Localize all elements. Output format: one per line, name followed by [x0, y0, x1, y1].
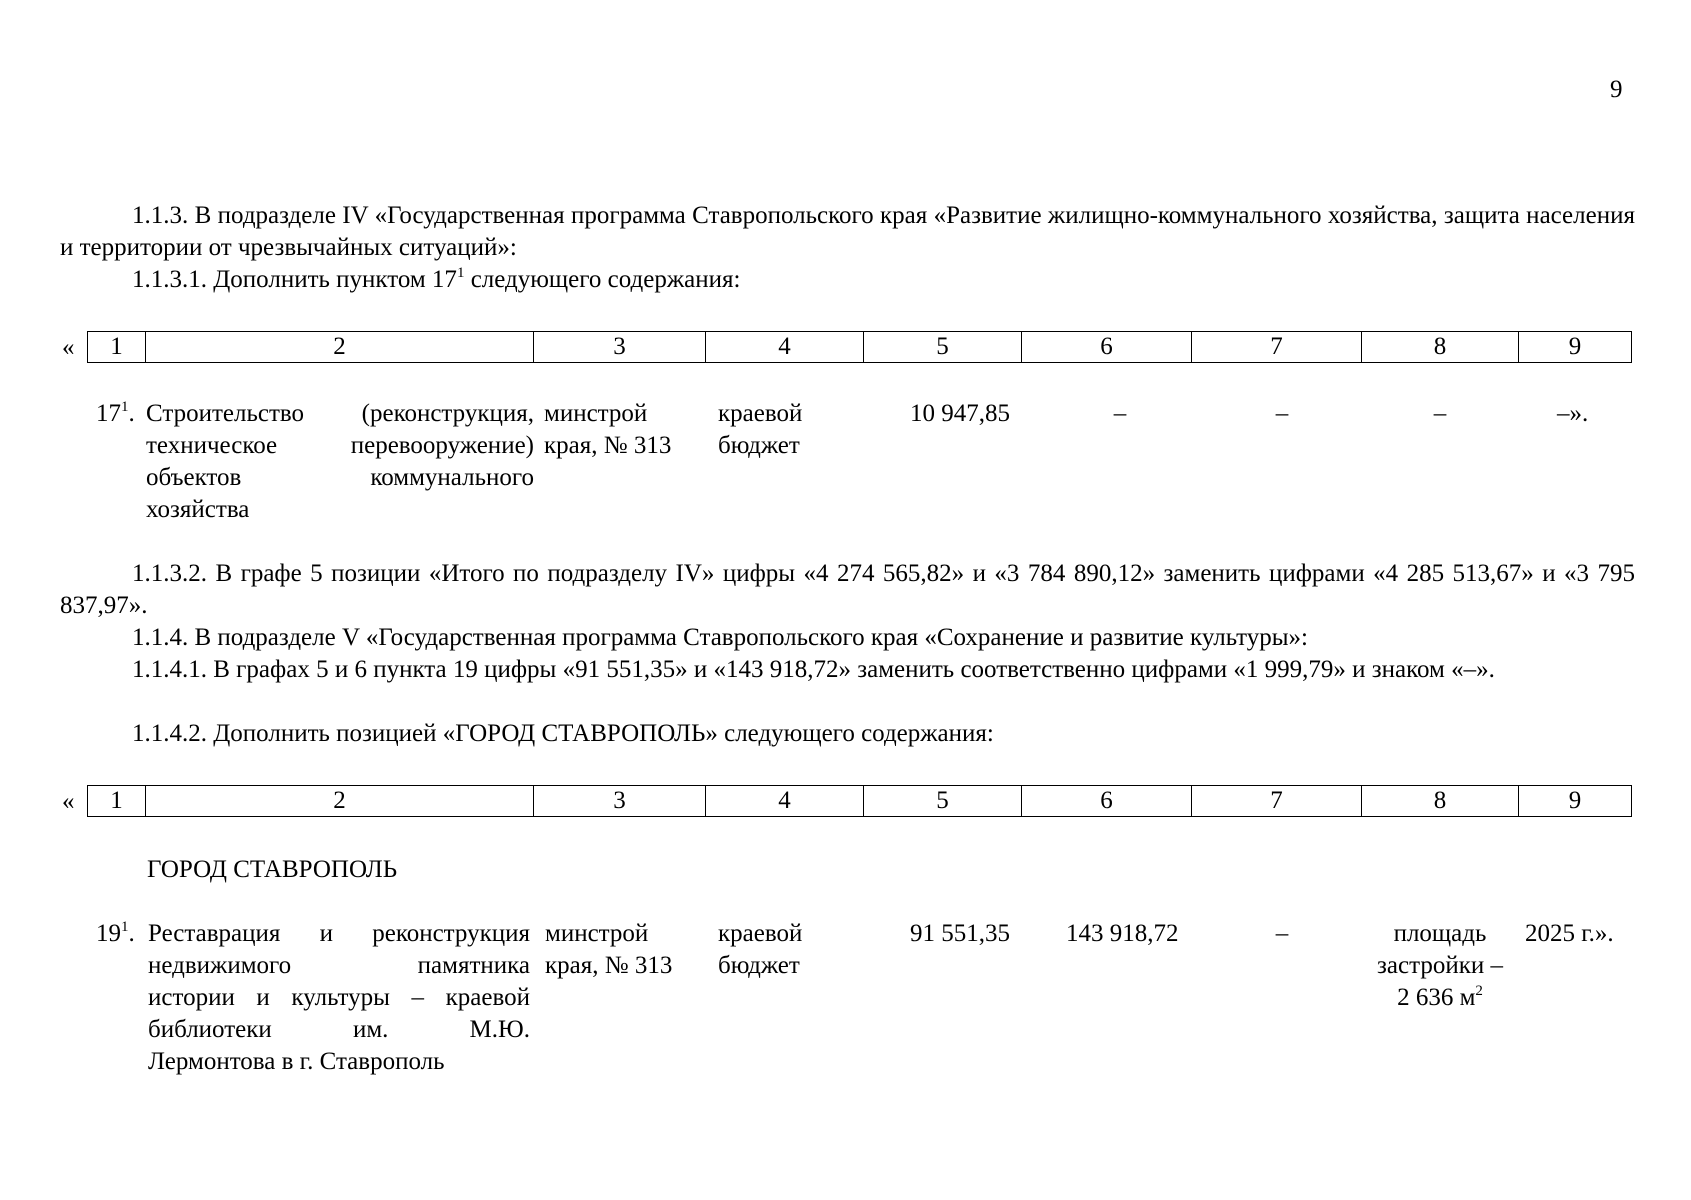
column-number-row-2	[87, 785, 1637, 817]
column-number-cell: 1	[87, 785, 145, 817]
page-number: 9	[1610, 76, 1623, 103]
responsible-line: края, № 313	[544, 432, 672, 459]
result-area-value: 2 636 м	[1397, 984, 1476, 1011]
name-line: объектов коммунального	[146, 464, 534, 491]
column-number-row-1	[87, 331, 1637, 363]
source-line: краевой	[718, 920, 803, 947]
source-line: бюджет	[718, 952, 800, 979]
row-17-1-responsible	[544, 398, 671, 462]
paragraph-1-1-4-1: 1.1.4.1. В графах 5 и 6 пункта 19 цифры «91 551,35» и «143 918,72» заменить соответственно цифрами «1 999,79» и знаком «–».	[132, 656, 1495, 683]
name-line: хозяйства	[146, 496, 250, 523]
row-17-1-source	[718, 398, 802, 462]
row-19-1-source	[718, 918, 802, 982]
source-line: краевой	[718, 400, 803, 427]
row-19-1-col8	[1352, 918, 1528, 1014]
column-number-cell: 7	[1191, 785, 1361, 817]
source-line: бюджет	[718, 432, 800, 459]
paragraph-1-1-3-1-text-b: следующего содержания:	[464, 266, 741, 293]
row-17-1-number	[96, 398, 135, 430]
row-19-1-col6: 143 918,72	[1066, 920, 1179, 947]
row-19-1-col5: 91 551,35	[910, 920, 1010, 947]
row-number-sup: 1	[121, 399, 129, 415]
row-19-1-col9: 2025 г.».	[1525, 920, 1614, 947]
row-number: 17	[96, 400, 121, 427]
paragraph-1-1-3-1	[132, 264, 740, 296]
column-number-cell: 5	[863, 331, 1021, 363]
name-line: техническое перевооружение)	[146, 432, 534, 459]
column-number-cell: 2	[145, 785, 533, 817]
column-number-cell: 9	[1518, 331, 1632, 363]
row-17-1-col7: –	[1275, 400, 1289, 427]
row-19-1-name	[148, 918, 530, 1078]
column-number-cell: 8	[1361, 785, 1518, 817]
row-number-sup: 1	[121, 919, 129, 935]
paragraph-1-1-3-1-sup: 1	[456, 265, 465, 281]
open-quote-2: «	[62, 788, 75, 815]
column-number-cell: 9	[1518, 785, 1632, 817]
column-number-cell: 8	[1361, 331, 1518, 363]
column-number-cell: 4	[705, 331, 863, 363]
row-19-1-col7: –	[1275, 920, 1289, 947]
row-number-suffix: .	[128, 400, 135, 427]
column-number-cell: 5	[863, 785, 1021, 817]
row-17-1-col8: –	[1433, 400, 1447, 427]
name-line: истории и культуры – краевой	[148, 984, 530, 1011]
responsible-line: минстрой	[545, 920, 649, 947]
name-line: Лермонтова в г. Ставрополь	[148, 1048, 445, 1075]
row-19-1-number	[96, 918, 135, 950]
section-heading: ГОРОД СТАВРОПОЛЬ	[147, 856, 398, 883]
paragraph-1-1-3-1-text-a: 1.1.3.1. Дополнить пунктом 17	[132, 266, 457, 293]
column-number-cell: 1	[87, 331, 145, 363]
name-line: Строительство (реконструкция,	[146, 400, 534, 427]
result-line: застройки –	[1377, 952, 1503, 979]
open-quote-1: «	[62, 334, 75, 361]
result-line: площадь	[1393, 920, 1487, 947]
column-number-cell: 2	[145, 331, 533, 363]
row-17-1-col5: 10 947,85	[910, 400, 1010, 427]
column-number-cell: 3	[533, 785, 705, 817]
column-number-cell: 3	[533, 331, 705, 363]
paragraph-1-1-4: 1.1.4. В подразделе V «Государственная программа Ставропольского края «Сохранение и развитие культуры»:	[132, 624, 1308, 651]
paragraph-1-1-4-2: 1.1.4.2. Дополнить позицией «ГОРОД СТАВРОПОЛЬ» следующего содержания:	[132, 720, 994, 747]
row-17-1-col9: –».	[1557, 400, 1589, 427]
row-number: 19	[96, 920, 121, 947]
column-number-cell: 6	[1021, 331, 1191, 363]
column-number-cell: 4	[705, 785, 863, 817]
result-area-sup: 2	[1475, 983, 1483, 999]
row-17-1-col6: –	[1113, 400, 1127, 427]
row-19-1-responsible	[545, 918, 672, 982]
column-number-cell: 7	[1191, 331, 1361, 363]
row-17-1-name	[146, 398, 534, 526]
paragraph-1-1-3-2: 1.1.3.2. В графе 5 позиции «Итого по подразделу IV» цифры «4 274 565,82» и «3 784 890,12» заменить цифрами «4 285 513,67» и «3 795 837,97».	[60, 560, 1635, 619]
name-line: библиотеки им. М.Ю.	[148, 1016, 530, 1043]
column-number-cell: 6	[1021, 785, 1191, 817]
responsible-line: минстрой	[544, 400, 648, 427]
row-number-suffix: .	[128, 920, 135, 947]
paragraph-1-1-3: 1.1.3. В подразделе IV «Государственная программа Ставропольского края «Развитие жилищно-коммунального хозяйства, защита населения и территории от чрезвычайных ситуаций»:	[60, 202, 1635, 261]
result-line-area	[1352, 982, 1528, 1014]
responsible-line: края, № 313	[545, 952, 673, 979]
name-line: недвижимого памятника	[148, 952, 530, 979]
name-line: Реставрация и реконструкция	[148, 920, 530, 947]
